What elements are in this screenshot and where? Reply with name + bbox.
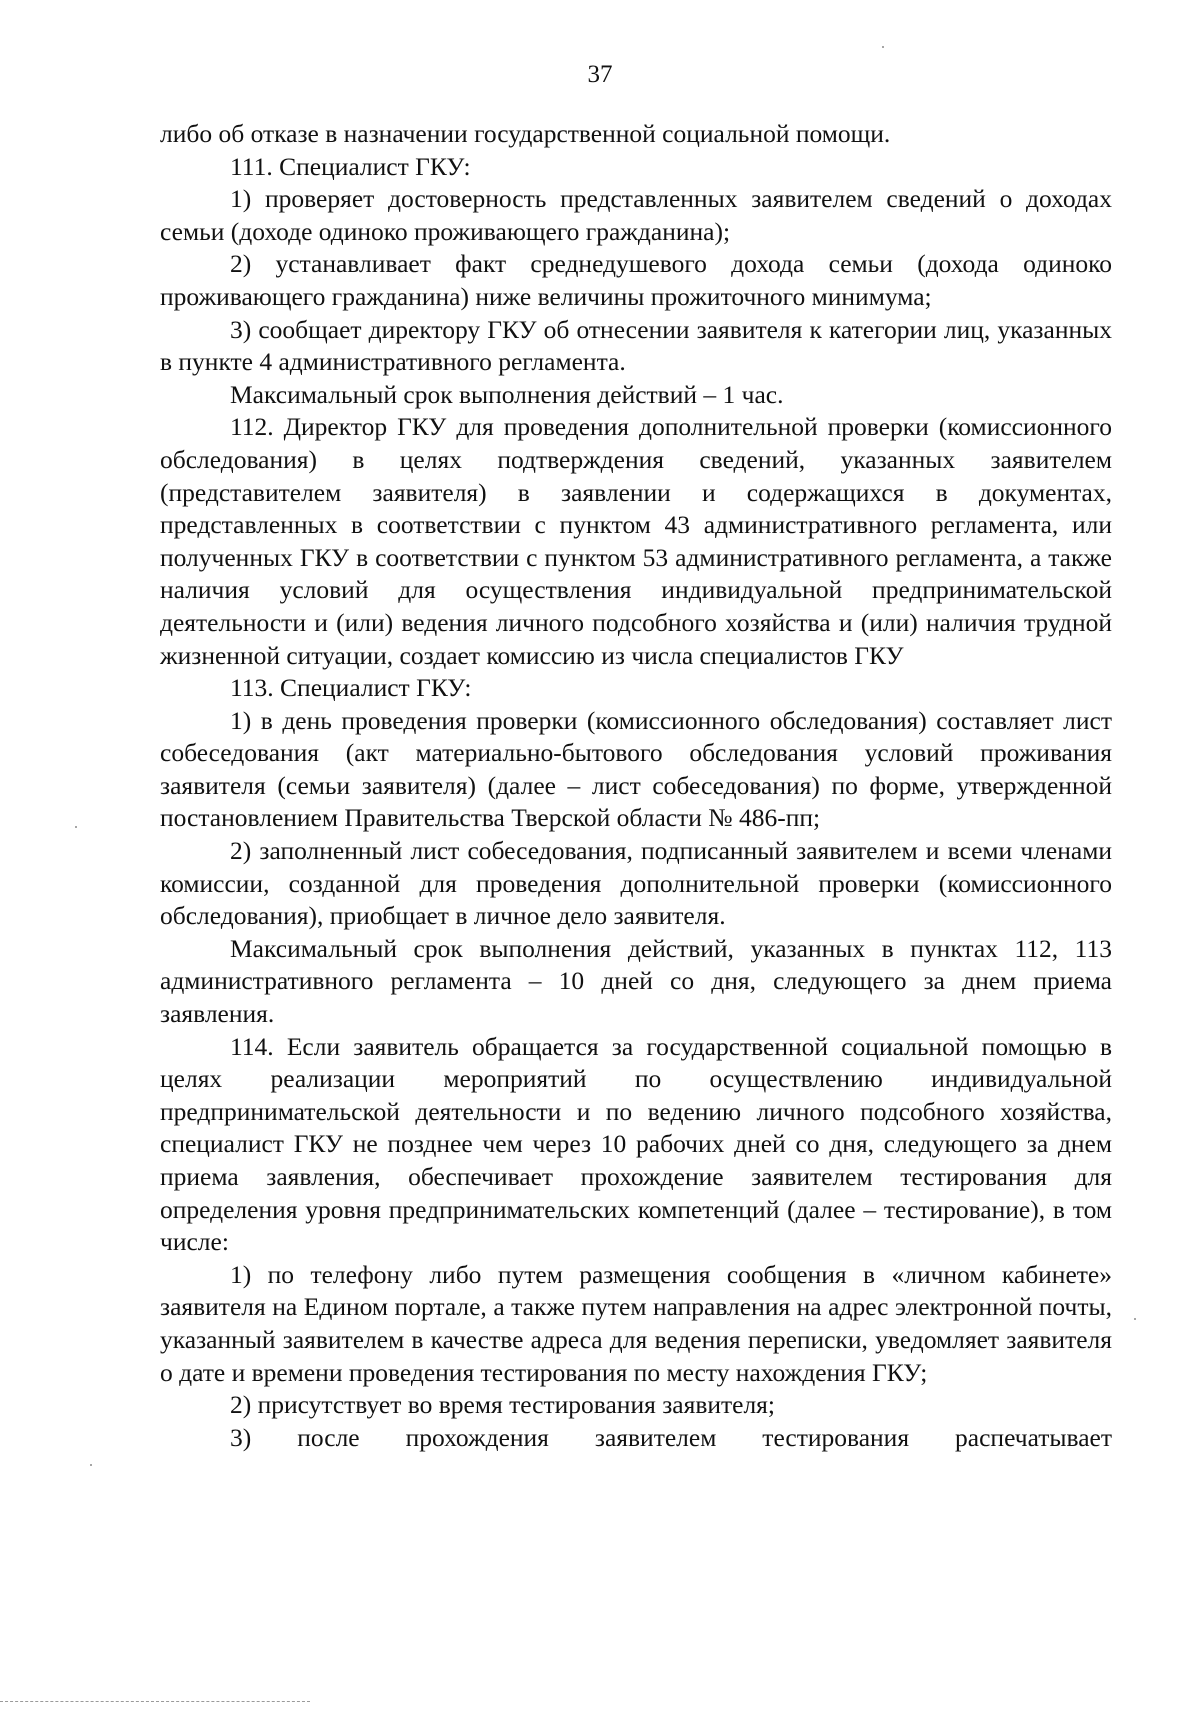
paragraph: либо об отказе в назначении государственной социальной помощи. — [160, 119, 891, 148]
paragraph: 1) проверяет достоверность представленных заявителем сведений о доходах семьи (доходе одиноко проживающего гражданина); — [160, 184, 1112, 246]
paragraph: 2) устанавливает факт среднедушевого дохода семьи (дохода одиноко проживающего гражданина) ниже величины прожиточного минимума; — [160, 249, 1112, 311]
scan-speck — [75, 826, 77, 828]
paragraph: 112. Директор ГКУ для проведения дополнительной проверки (комиссионного обследования) в целях подтверждения сведений, указанных заявителем (представителем заявителя) в заявлении и содержащихся в документах, представленных в соответствии с пунктом 43 административного регламента, или полученных ГКУ в соответствии с пунктом 53 административного регламента, а также наличия условий для осуществления индивидуальной предпринимательской деятельности и (или) ведения личного подсобного хозяйства и (или) наличия трудной жизненной ситуации, создает комиссию из числа специалистов ГКУ — [160, 412, 1112, 670]
paragraph: 111. Специалист ГКУ: — [230, 151, 471, 181]
paragraph: 3) после прохождения заявителем тестирования распечатывает — [230, 1422, 1112, 1452]
scan-speck — [1134, 1318, 1136, 1320]
paragraph: 2) присутствует во время тестирования заявителя; — [230, 1390, 776, 1420]
paragraph: Максимальный срок выполнения действий – 1 час. — [230, 379, 784, 409]
scan-speck — [882, 46, 884, 48]
paragraph: 114. Если заявитель обращается за государственной социальной помощью в целях реализации мероприятий по осуществлению индивидуальной предпринимательской деятельности и по ведению личного подсобного хозяйства, специалист ГКУ не позднее чем через 10 рабочих дней со дня, следующего за днем приема заявления, обеспечивает прохождение заявителем тестирования для определения уровня предпринимательских компетенций (далее – тестирование), в том числе: — [160, 1031, 1112, 1257]
paragraph: 1) по телефону либо путем размещения сообщения в «личном кабинете» заявителя на Едином портале, а также путем направления на адрес электронной почты, указанный заявителем в качестве адреса для ведения переписки, уведомляет заявителя о дате и времени проведения тестирования по месту нахождения ГКУ; — [160, 1259, 1112, 1387]
paragraph: 1) в день проведения проверки (комиссионного обследования) составляет лист собеседования (акт материально-бытового обследования условий проживания заявителя (семьи заявителя) (далее – лист собеседования) по форме, утвержденной постановлением Правительства Тверской области № 486-пп; — [160, 705, 1112, 833]
scan-edge-line — [0, 1701, 310, 1702]
paragraph: 113. Специалист ГКУ: — [230, 673, 472, 703]
paragraph: Максимальный срок выполнения действий, указанных в пунктах 112, 113 административного регламента – 10 дней со дня, следующего за днем приема заявления. — [160, 933, 1112, 1029]
paragraph: 3) сообщает директору ГКУ об отнесении заявителя к категории лиц, указанных в пункте 4 административного регламента. — [160, 314, 1112, 377]
document-body — [160, 118, 1112, 1454]
scan-speck — [90, 1464, 92, 1466]
paragraph: 2) заполненный лист собеседования, подписанный заявителем и всеми членами комиссии, созданной для проведения дополнительной проверки (комиссионного обследования), приобщает в личное дело заявителя. — [160, 836, 1112, 931]
page-number: 37 — [587, 61, 613, 88]
